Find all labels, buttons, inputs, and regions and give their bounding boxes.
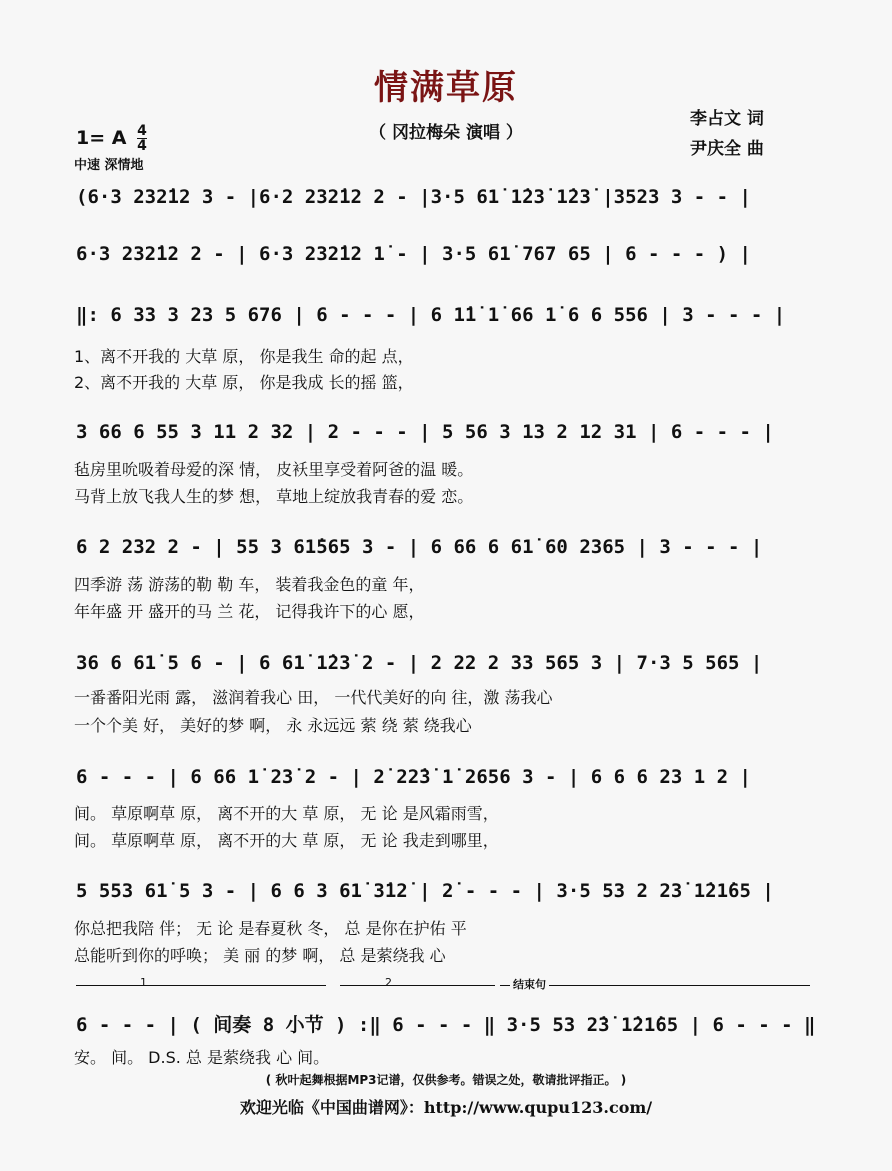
lyric-line-verse1: 1、离不开我的 大草 原， 你是我生 命的起 点， <box>74 347 414 366</box>
volta-1-label: 1 <box>140 976 147 989</box>
lyric-line-verse2: 总能听到你的呼唤； 美 丽 的梦 啊， 总 是萦绕我 心 <box>74 946 446 965</box>
notation-row: 6·3 232̇12 2 - | 6·3 232̇12 1̇ - | 3·5 61̇ 767 65 | 6 - - - ) | <box>76 243 751 265</box>
performer-line: （ 冈拉梅朵 演唱 ） <box>369 123 523 143</box>
lyric-line-verse2: 一个个美 好， 美好的梦 啊， 永 永远远 萦 绕 萦 绕我心 <box>74 716 472 735</box>
lyric-line-verse2: 马背上放飞我人生的梦 想， 草地上绽放我青春的爱 恋。 <box>74 487 474 506</box>
time-signature <box>137 124 147 153</box>
lyric-line-verse1: 你总把我陪 伴； 无 论 是春夏秋 冬， 总 是你在护佑 平 <box>74 919 467 938</box>
lyric-line-verse1: 四季游 荡 游荡的勒 勒 车， 装着我金色的童 年， <box>74 575 425 594</box>
lyric-line-verse2: 间。 草原啊草 原， 离不开的大 草 原， 无 论 我走到哪里， <box>74 831 499 850</box>
transcription-note: ( 秋叶起舞根据MP3记谱，仅供参考。错误之处，敬请批评指正。 ) <box>265 1073 627 1087</box>
time-denominator: 4 <box>137 138 147 154</box>
key-label: 1= A <box>76 127 127 149</box>
volta-bracket-2 <box>340 985 495 986</box>
composer-credit: 尹庆全 曲 <box>690 139 764 159</box>
notation-row: (6·3 232̇12 3 - |6·2 232̇12 2 - |3·5 61̇ 1̇23̇ 1̇23̇ |3523 3 - - | <box>76 186 751 208</box>
lyric-line-verse1: 毡房里吮吸着母爱的深 情， 皮袄里享受着阿爸的温 暖。 <box>74 460 474 479</box>
notation-row: 6 2 232 2 - | 55 3 61̇565 3 - | 6 66 6 61̇ 60 2365 | 3 - - - | <box>76 536 763 558</box>
notation-row: 6 - - - | ( 间奏 8 小节 ) :‖ 6 - - - ‖ 3·5 53 2̇3̇ 1̇21̇65 | 6 - - - ‖ <box>76 1014 816 1036</box>
notation-row: 36 6 61̇ 5 6 - | 6 61̇ 1̇23̇ 2 - | 2 22 2 33 565 3 | 7·3 5 565 | <box>76 652 763 674</box>
notation-row: ‖: 6 33 3 23 5 676 | 6 - - - | 6 1̇1̇ 1̇ 66 1̇ 6 6 556 | 3 - - - | <box>76 304 786 326</box>
tempo-marking: 中速 深情地 <box>74 158 144 173</box>
lyric-line-final: 安。 间。 D.S. 总 是萦绕我 心 间。 <box>74 1048 330 1067</box>
lyricist-credit: 李占文 词 <box>690 109 764 129</box>
volta-2-label: 2 <box>385 976 392 989</box>
ending-label: 结束句 <box>510 976 549 992</box>
volta-bracket-1 <box>76 985 326 986</box>
site-banner: 欢迎光临《中国曲谱网》：http://www.qupu123.com/ <box>239 1098 653 1117</box>
lyric-line-verse2: 2、离不开我的 大草 原， 你是我成 长的摇 篮， <box>74 373 414 392</box>
key-signature <box>76 124 147 153</box>
notation-row: 3 66 6 55 3 11 2 32 | 2 - - - | 5 56 3 13 2 12 31 | 6 - - - | <box>76 421 774 443</box>
lyric-line-verse2: 年年盛 开 盛开的马 兰 花， 记得我许下的心 愿， <box>74 602 425 621</box>
song-title: 情满草原 <box>374 68 518 108</box>
time-numerator: 4 <box>137 123 147 139</box>
lyric-line-verse1: 一番番阳光雨 露， 滋润着我心 田， 一代代美好的向 往，激 荡我心 <box>74 688 553 707</box>
lyric-line-verse1: 间。 草原啊草 原， 离不开的大 草 原， 无 论 是风霜雨雪， <box>74 804 499 823</box>
notation-row: 6 - - - | 6 66 1̇ 23̇ 2 - | 2̇ 22̇3̇ 1̇ 2656 3 - | 6 6 6 23 1 2 | <box>76 766 751 788</box>
notation-row: 5 553 61̇ 5 3 - | 6 6 3 61̇ 3̇12̇ | 2̇ - - - | 3·5 53 2 23̇ 1̇21̇65 | <box>76 880 774 902</box>
